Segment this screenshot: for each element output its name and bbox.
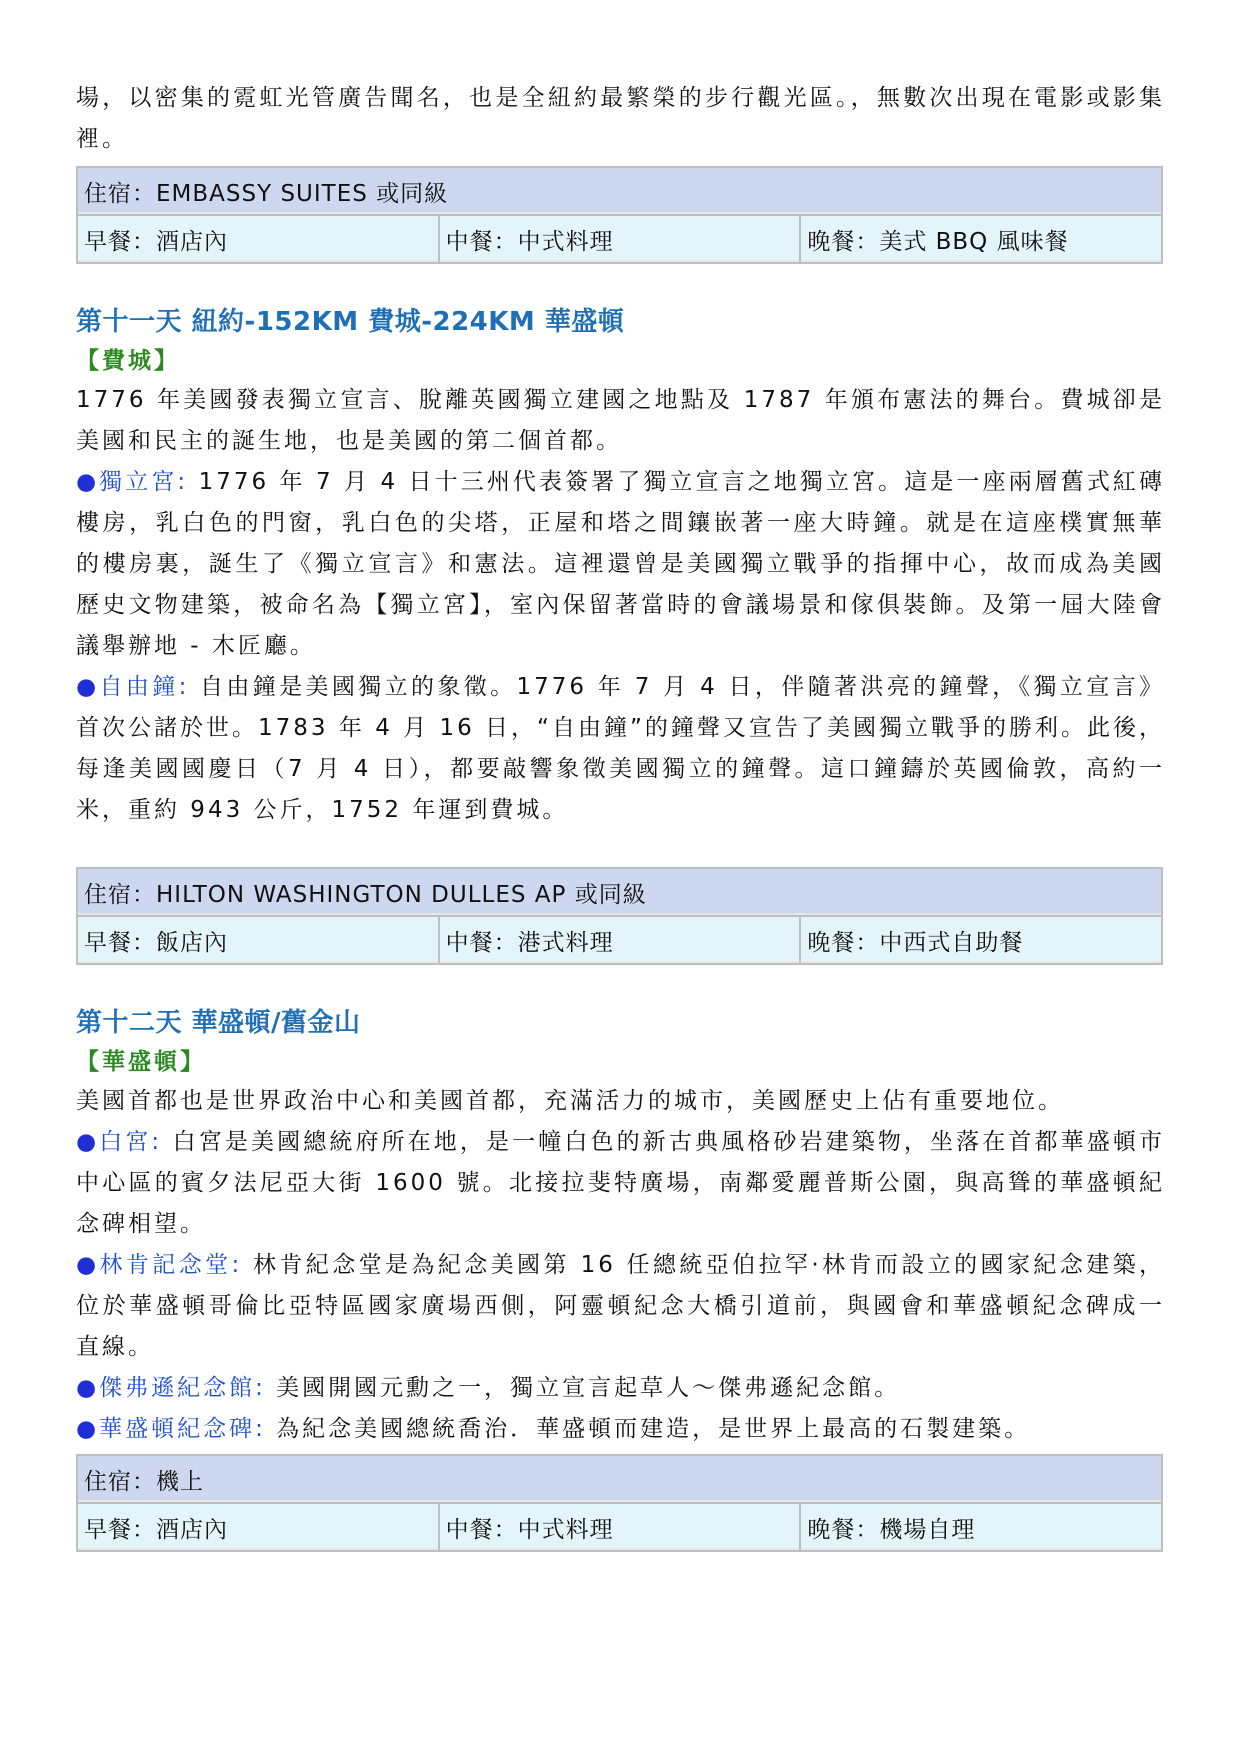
- lunch-cell: 中餐：中式料理: [439, 1503, 801, 1551]
- attraction-item: [76, 667, 1165, 831]
- attraction-item: [76, 1122, 1165, 1245]
- lunch-cell: 中餐：港式料理: [439, 916, 801, 964]
- attraction-text: 自由鐘是美國獨立的象徵。1776 年 7 月 4 日，伴隨著洪亮的鐘聲，《獨立宣言》首次公諸於世。1783 年 4 月 16 日，“自由鐘”的鐘聲又宣告了美國獨立戰爭的勝利。此後，每逢美國國慶日（7 月 4 日），都要敲響象徵美國獨立的鐘聲。這口鐘鑄於英國倫敦，高約一米，重約 943 公斤，1752 年運到費城。: [76, 674, 1165, 823]
- bullet-icon: ●: [76, 674, 100, 700]
- attraction-text: 美國開國元勳之一，獨立宣言起草人～傑弗遜紀念館。: [265, 1375, 901, 1401]
- bullet-icon: ●: [76, 1129, 100, 1155]
- attraction-title: 傑弗遜紀念館:: [99, 1375, 266, 1401]
- intro-paragraph: 場，以密集的霓虹光管廣告聞名，也是全紐約最繁榮的步行觀光區。，無數次出現在電影或影集裡。: [76, 85, 1165, 152]
- attraction-text: 為紀念美國總統喬治．華盛頓而建造，是世界上最高的石製建築。: [265, 1416, 1031, 1442]
- hotel-cell: 住宿：HILTON WASHINGTON DULLES AP 或同級: [77, 868, 1162, 916]
- attraction-text: 林肯紀念堂是為紀念美國第 16 任總統亞伯拉罕·林肯而設立的國家紀念建築，位於華盛頓哥倫比亞特區國家廣場西側，阿靈頓紀念大橋引道前，與國會和華盛頓紀念碑成一直線。: [76, 1252, 1165, 1360]
- attraction-title: 白宮:: [99, 1129, 163, 1155]
- accommodation-table-1: [76, 166, 1163, 264]
- bullet-icon: ●: [76, 1416, 100, 1442]
- city-intro: 1776 年美國發表獨立宣言、脫離英國獨立建國之地點及 1787 年頒布憲法的舞台。費城卻是美國和民主的誕生地，也是美國的第二個首都。: [76, 387, 1165, 454]
- lunch-cell: 中餐：中式料理: [439, 215, 801, 263]
- itinerary-page: [76, 78, 1165, 1552]
- bullet-icon: ●: [76, 1252, 100, 1278]
- bullet-icon: ●: [76, 469, 100, 495]
- attraction-item: [76, 1409, 1165, 1450]
- attraction-title: 林肯記念堂:: [99, 1252, 243, 1278]
- accommodation-table-3: [76, 1454, 1163, 1552]
- attraction-title: 獨立宮:: [99, 469, 189, 495]
- attraction-text: 白宮是美國總統府所在地，是一幢白色的新古典風格砂岩建築物，坐落在首都華盛頓市中心區的賓夕法尼亞大街 1600 號。北接拉斐特廣場，南鄰愛麗普斯公園，與高聳的華盛頓紀念碑相望。: [76, 1129, 1166, 1237]
- attraction-item: [76, 1245, 1165, 1368]
- attraction-title: 華盛頓紀念碑:: [99, 1416, 266, 1442]
- attraction-title: 自由鐘:: [99, 674, 190, 700]
- city-intro: 美國首都也是世界政治中心和美國首都，充滿活力的城市，美國歷史上佔有重要地位。: [76, 1088, 1064, 1114]
- day-title: 第十一天 紐約-152KM 費城-224KM 華盛頓: [76, 307, 625, 337]
- attraction-item: [76, 462, 1165, 667]
- attraction-item: [76, 1368, 1165, 1409]
- day-title: 第十二天 華盛頓/舊金山: [76, 1008, 361, 1038]
- city-title: 【華盛頓】: [76, 1049, 206, 1075]
- bullet-icon: ●: [76, 1375, 100, 1401]
- dinner-cell: 晚餐：機場自理: [800, 1503, 1162, 1551]
- dinner-cell: 晚餐：美式 BBQ 風味餐: [800, 215, 1162, 263]
- city-title: 【費城】: [76, 348, 180, 374]
- hotel-cell: 住宿：EMBASSY SUITES 或同級: [77, 167, 1162, 215]
- breakfast-cell: 早餐：飯店內: [77, 916, 439, 964]
- hotel-cell: 住宿：機上: [77, 1455, 1162, 1503]
- breakfast-cell: 早餐：酒店內: [77, 215, 439, 263]
- accommodation-table-2: [76, 867, 1163, 965]
- breakfast-cell: 早餐：酒店內: [77, 1503, 439, 1551]
- dinner-cell: 晚餐：中西式自助餐: [800, 916, 1162, 964]
- attraction-text: 1776 年 7 月 4 日十三州代表簽署了獨立宣言之地獨立宮。這是一座兩層舊式紅磚樓房，乳白色的門窗，乳白色的尖塔，正屋和塔之間鑲嵌著一座大時鐘。就是在這座樸實無華的樓房裏，誕生了《獨立宣言》和憲法。這裡還曾是美國獨立戰爭的指揮中心，故而成為美國歷史文物建築，被命名為【獨立宮】，室內保留著當時的會議場景和傢俱裝飾。及第一屆大陸會議舉辦地 - 木匠廳。: [76, 469, 1166, 659]
